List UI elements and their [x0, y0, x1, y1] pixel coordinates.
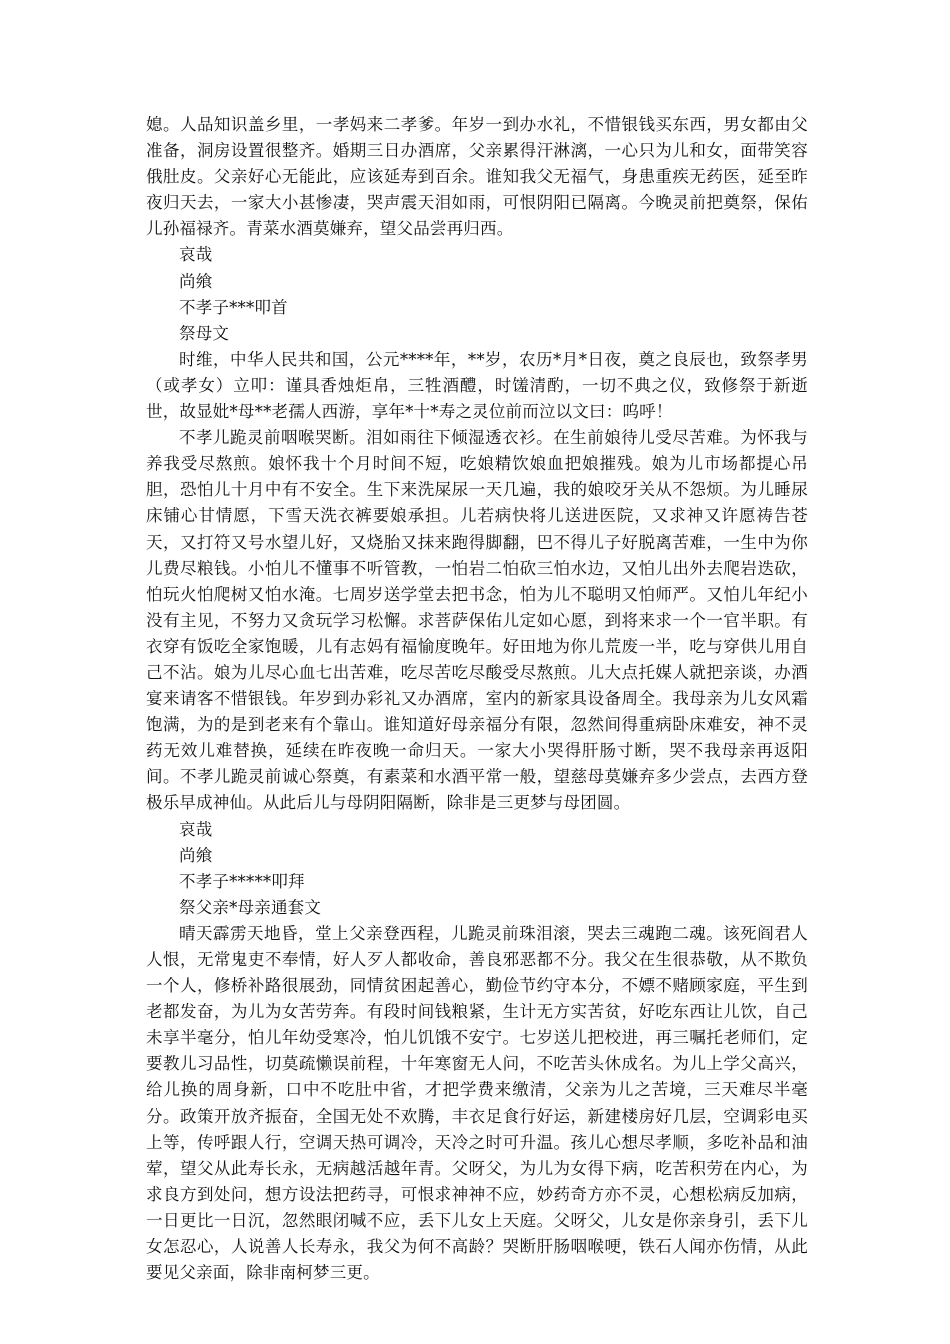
paragraph-father-eulogy-end: 媳。人品知识盖乡里，一孝妈来二孝爹。年岁一到办水礼，不惜银钱买东西，男女都由父准备，洞房设置很整齐。婚期三日办酒席，父亲累得汗淋漓，一心只为儿和女，面带笑容俄肚皮。父亲好心无能此，应该延寿到百余。谁知我父无福气，身患重疾无药医，延至昨夜归天去，一家大小甚惨凄，哭声震天泪如雨，可恨阴阳已隔离。今晚灵前把奠祭，保佑儿孙福禄齐。青菜水酒莫嫌弃，望父品尝再归西。: [146, 115, 808, 239]
closing-aizai-2: 哀哉: [179, 819, 213, 839]
paragraph-mother-preamble: 时维，中华人民共和国，公元****年，**岁，农历*月*日夜，奠之良辰也，致祭孝男（或孝女）立叩：谨具香烛炬帛，三牲酒醴，时馐清酌，一切不典之仪，致修祭于新逝世，故显妣*母**老孺人西游，享年*十*寿之灵位前而泣以文曰：呜呼！: [146, 349, 808, 422]
closing-shangxiang-2: 尚飨: [179, 845, 213, 865]
section-title-general: 祭父亲*母亲通套文: [179, 897, 322, 917]
paragraph-general-eulogy: 晴天霹雳天地昏，堂上父亲登西程，儿跪灵前珠泪滚，哭去三魂跑二魂。该死阎君人人恨，无常鬼吏不奉情，好人歹人都收命，善良邪恶都不分。我父在生很恭敬，从不欺负一个人，修桥补路很展劲，同情贫困起善心，勤俭节约守本分，不嫖不赌顾家庭，平生到老都发奋，为儿为女苦劳奔。有段时间钱粮紧，生计无方实苦贫，好吃东西让儿饮，自己未享半毫分，怕儿年幼受寒冷，怕儿饥饿不安宁。七岁送儿把校进，再三嘱托老师们，定要教儿习品性，切莫疏懒误前程，十年寒窗无人问，不吃苦头休成名。为儿上学父高兴，给儿换的周身新，口中不吃肚中省，才把学费来缴清，父亲为儿之苦境，三天难尽半毫分。政策开放齐振奋，全国无处不欢腾，丰衣足食行好运，新建楼房好几层，空调彩电买上等，传呼跟人行，空调天热可调冷，天冷之时可升温。孩儿心想尽孝顺，多吃补品和油荤，望父从此寿长永，无病越活越年青。父呀父，为儿为女得下病，吃苦积劳在内心，为求良方到处问，想方设法把药寻，可恨求神神不应，妙药奇方亦不灵，心想松病反加病，一日更比一日沉，忽然眼闭喊不应，丢下儿女上天庭。父呀父，儿女是你亲身引，丢下儿女怎忍心，人说善人长寿永，我父为何不高龄？哭断肝肠咽喉哽，铁石人闻亦伤情，从此要见父亲面，除非南柯梦三更。: [146, 923, 808, 1283]
closing-aizai-1: 哀哉: [179, 245, 213, 265]
closing-shangxiang-1: 尚飨: [179, 271, 213, 291]
section-title-mother: 祭母文: [179, 323, 230, 343]
document-body: [146, 112, 808, 1286]
paragraph-mother-eulogy: 不孝儿跪灵前咽喉哭断。泪如雨往下倾湿透衣衫。在生前娘待儿受尽苦难。为怀我与养我受尽熬煎。娘怀我十个月时间不短，吃娘精饮娘血把娘摧残。娘为儿市场都提心吊胆，恐怕儿十月中有不安全。生下来洗屎尿一天几遍，我的娘咬牙关从不怨烦。为儿睡尿床铺心甘情愿，下雪天洗衣裤要娘承担。儿若病快将儿送进医院，又求神又许愿祷告苍天，又打符又号水望儿好，又烧胎又抹来跑得脚翻，巴不得儿子好脱离苦难，一生中为你儿费尽粮钱。小怕儿不懂事不听管教，一怕岩二怕砍三怕水边，又怕儿出外去爬岩迭砍，怕玩火怕爬树又怕水淹。七周岁送学堂去把书念，怕为儿不聪明又怕师严。又怕儿年纪小没有主见，不努力又贪玩学习松懈。求菩萨保佑儿定如心愿，到将来求一个一官半职。有衣穿有饭吃全家饱暖，儿有志妈有福愉度晚年。好田地为你儿荒废一半，吃与穿供儿用自己不沾。娘为儿尽心血七出苦难，吃尽苦吃尽酸受尽熬煎。儿大点托媒人就把亲谈，办酒宴来请客不惜银钱。年岁到办彩礼又办酒席，室内的新家具设备周全。我母亲为儿女风霜饱满，为的是到老来有个靠山。谁知道好母亲福分有限，忽然间得重病卧床难安，神不灵药无效儿难替换，延续在昨夜晚一命归天。一家大小哭得肝肠寸断，哭不我母亲再返阳间。不孝儿跪灵前诚心祭奠，有素菜和水酒平常一般，望慈母莫嫌弃多少尝点，去西方登极乐早成神仙。从此后儿与母阴阳隔断，除非是三更梦与母团圆。: [146, 428, 808, 813]
signature-2: 不孝子*****叩拜: [179, 871, 305, 891]
signature-1: 不孝子***叩首: [179, 297, 288, 317]
